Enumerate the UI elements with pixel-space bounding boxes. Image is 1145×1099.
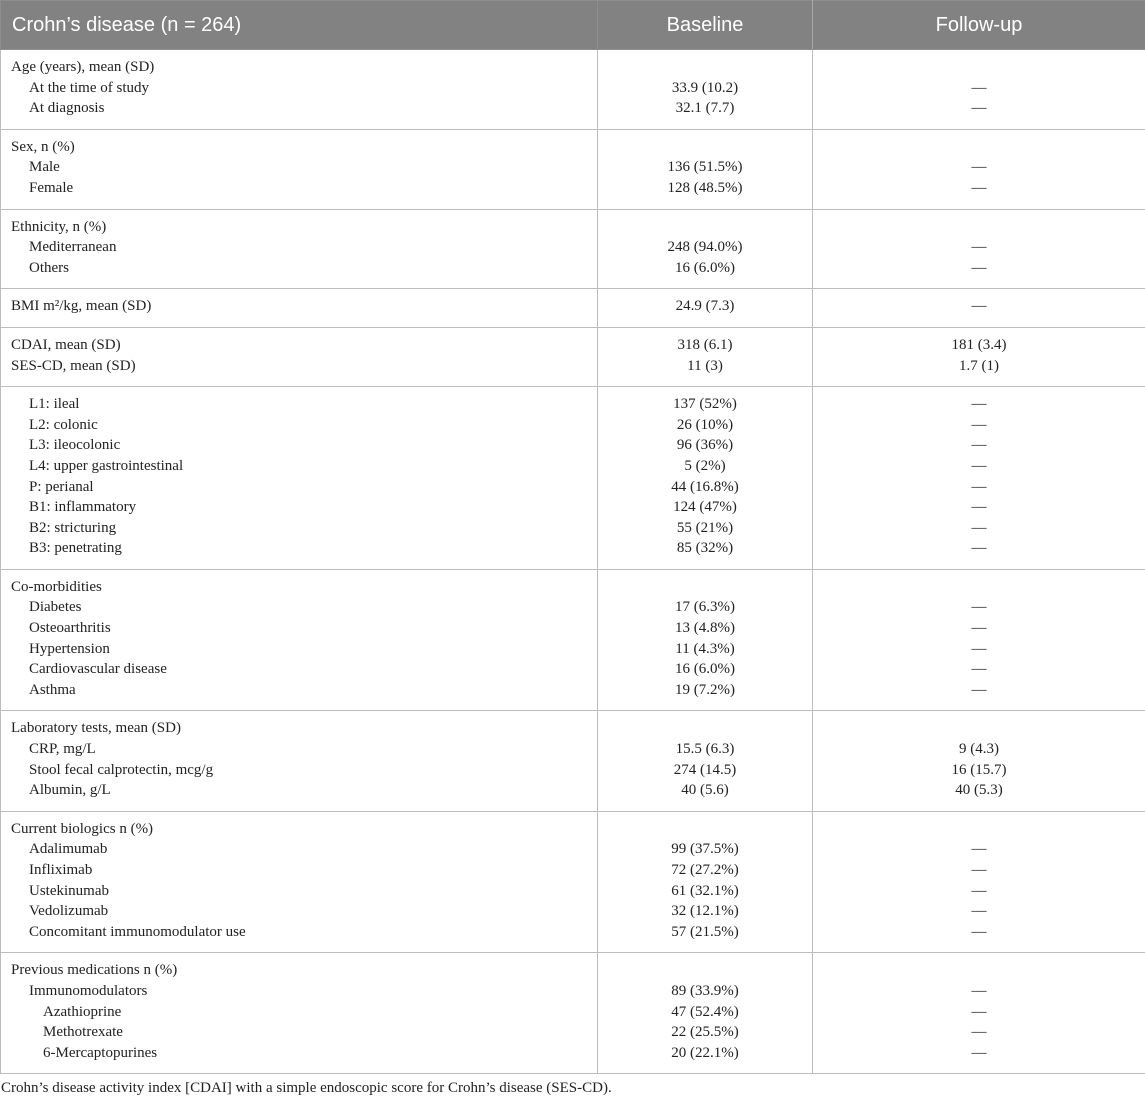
followup-value: — [971, 499, 987, 516]
baseline-value: 85 (32%) [676, 540, 734, 557]
header-row [1, 1, 1145, 50]
followup-value: — [971, 239, 987, 256]
row-label: Azathioprine [43, 1003, 122, 1020]
baseline-value: 124 (47%) [673, 499, 737, 516]
row-group [1, 129, 1145, 209]
followup-value: 16 (15.7) [951, 761, 1007, 778]
followup-value: — [971, 1024, 987, 1041]
baseline-value [599, 718, 811, 739]
baseline-value: 89 (33.9%) [671, 982, 739, 999]
row-label: Immunomodulators [29, 982, 148, 999]
row-label-cell [1, 289, 598, 328]
row-label: Adalimumab [29, 841, 108, 858]
row-label: L4: upper gastrointestinal [29, 457, 184, 474]
baseline-value [599, 137, 811, 158]
followup-value: — [971, 882, 987, 899]
row-label: Asthma [29, 681, 76, 698]
baseline-value-cell [598, 711, 813, 811]
row-label: CRP, mg/L [29, 741, 96, 758]
baseline-value: 5 (2%) [684, 457, 726, 474]
row-label: B2: stricturing [29, 519, 117, 536]
followup-value-cell [813, 50, 1145, 130]
followup-value: 40 (5.3) [955, 782, 1003, 799]
baseline-value: 32.1 (7.7) [675, 100, 735, 117]
baseline-value: 20 (22.1%) [671, 1044, 739, 1061]
baseline-value: 248 (94.0%) [667, 239, 743, 256]
row-label: BMI m²/kg, mean (SD) [11, 298, 152, 315]
followup-value-cell [813, 327, 1145, 386]
row-group [1, 209, 1145, 289]
baseline-value: 33.9 (10.2) [671, 79, 739, 96]
row-label-cell [1, 387, 598, 570]
followup-value: — [971, 478, 987, 495]
followup-value-cell [813, 711, 1145, 811]
table-row [1, 289, 1145, 328]
baseline-value: 22 (25.5%) [671, 1024, 739, 1041]
table-row [1, 209, 1145, 289]
followup-value: — [971, 982, 987, 999]
baseline-value: 24.9 (7.3) [675, 298, 735, 315]
row-label: Ethnicity, n (%) [11, 218, 107, 235]
followup-value: — [971, 79, 987, 96]
row-label: Vedolizumab [29, 903, 109, 920]
baseline-value: 47 (52.4%) [671, 1003, 739, 1020]
row-label: B3: penetrating [29, 540, 122, 557]
row-group [1, 569, 1145, 711]
row-group [1, 50, 1145, 130]
row-label: Cardiovascular disease [29, 661, 167, 678]
baseline-value: 11 (4.3%) [675, 640, 735, 657]
followup-value [814, 960, 1144, 981]
table-row [1, 569, 1145, 711]
table-row [1, 711, 1145, 811]
baseline-value: 26 (10%) [676, 416, 734, 433]
baseline-value [599, 57, 811, 78]
baseline-value [599, 960, 811, 981]
baseline-value: 17 (6.3%) [675, 599, 735, 616]
baseline-value: 128 (48.5%) [667, 179, 743, 196]
followup-value: — [971, 519, 987, 536]
column-header-group: Crohn’s disease (n = 264) [1, 1, 598, 50]
followup-value: — [971, 298, 987, 315]
row-label-cell [1, 129, 598, 209]
followup-value: 9 (4.3) [959, 741, 999, 758]
baseline-value: 57 (21.5%) [671, 923, 739, 940]
row-label: Stool fecal calprotectin, mcg/g [29, 761, 214, 778]
baseline-value: 318 (6.1) [677, 336, 733, 353]
followup-value: — [971, 923, 987, 940]
column-header-followup: Follow-up [813, 1, 1145, 50]
row-label: Infliximab [29, 862, 93, 878]
followup-value: — [971, 599, 987, 616]
baseline-value: 99 (37.5%) [671, 841, 739, 858]
baseline-value: 96 (36%) [676, 437, 734, 454]
baseline-value [599, 819, 811, 840]
row-label: Hypertension [29, 640, 110, 657]
baseline-value: 13 (4.8%) [675, 620, 735, 637]
row-label: L1: ileal [29, 396, 80, 413]
row-label: CDAI, mean (SD) [11, 336, 121, 353]
row-group [1, 289, 1145, 328]
followup-value: — [971, 259, 987, 276]
followup-value: — [971, 396, 987, 413]
followup-value-cell [813, 953, 1145, 1074]
followup-value-cell [813, 811, 1145, 953]
row-label: Mediterranean [29, 239, 117, 256]
baseline-value-cell [598, 129, 813, 209]
followup-value-cell [813, 289, 1145, 328]
row-label-cell [1, 327, 598, 386]
row-label: Previous medications n (%) [11, 962, 178, 979]
table-row [1, 327, 1145, 386]
table-row [1, 811, 1145, 953]
row-label: Current biologics n (%) [11, 820, 154, 837]
baseline-value: 274 (14.5) [673, 761, 737, 778]
row-label: Sex, n (%) [11, 138, 75, 155]
followup-value: — [971, 437, 987, 454]
table-row [1, 387, 1145, 570]
table-row [1, 129, 1145, 209]
row-label: Co-morbidities [11, 578, 102, 595]
baseline-value: 61 (32.1%) [671, 882, 739, 899]
baseline-value: 16 (6.0%) [675, 259, 735, 276]
baseline-value-cell [598, 569, 813, 711]
row-label: Others [29, 259, 69, 276]
baseline-value: 72 (27.2%) [671, 862, 739, 878]
followup-value: — [971, 1003, 987, 1020]
followup-value [814, 217, 1144, 238]
followup-value-cell [813, 129, 1145, 209]
followup-value [814, 819, 1144, 840]
followup-value: — [971, 620, 987, 637]
row-label: At the time of study [29, 79, 149, 96]
row-label-cell [1, 569, 598, 711]
baseline-value: 11 (3) [687, 357, 723, 374]
baseline-value-cell [598, 811, 813, 953]
row-label: L2: colonic [29, 416, 98, 433]
baseline-value: 136 (51.5%) [667, 159, 743, 176]
baseline-value-cell [598, 327, 813, 386]
row-label: Concomitant immunomodulator use [29, 923, 246, 940]
baseline-value: 137 (52%) [673, 396, 737, 413]
followup-value: — [971, 100, 987, 117]
row-label: L3: ileocolonic [29, 437, 121, 454]
row-label: Ustekinumab [29, 882, 109, 899]
row-label-cell [1, 711, 598, 811]
row-label: Female [29, 179, 74, 196]
baseline-value-cell [598, 387, 813, 570]
row-group [1, 387, 1145, 570]
table-footnote: Crohn’s disease activity index [CDAI] with a simple endoscopic score for Crohn’s disease (SES-CD). [1, 1080, 612, 1097]
row-label: SES-CD, mean (SD) [11, 357, 136, 374]
table-header [1, 1, 1145, 50]
row-label: Age (years), mean (SD) [11, 59, 155, 75]
followup-value: — [971, 540, 987, 557]
table-row [1, 50, 1145, 130]
row-group [1, 711, 1145, 811]
row-label: Osteoarthritis [29, 620, 111, 637]
followup-value: — [971, 457, 987, 474]
followup-value: 1.7 (1) [959, 357, 999, 374]
row-label-cell [1, 811, 598, 953]
baseline-value-cell [598, 289, 813, 328]
baseline-value [599, 577, 811, 598]
row-group [1, 953, 1145, 1074]
baseline-value: 16 (6.0%) [675, 661, 735, 678]
baseline-value-cell [598, 209, 813, 289]
followup-value [814, 57, 1144, 78]
baseline-value: 15.5 (6.3) [675, 741, 735, 758]
followup-value-cell [813, 387, 1145, 570]
row-group [1, 811, 1145, 953]
row-label: B1: inflammatory [29, 499, 137, 516]
followup-value: — [971, 159, 987, 176]
column-header-baseline: Baseline [598, 1, 813, 50]
row-label-cell [1, 50, 598, 130]
baseline-value-cell [598, 953, 813, 1074]
table-row [1, 953, 1145, 1074]
row-label-cell [1, 953, 598, 1074]
baseline-value: 32 (12.1%) [671, 903, 739, 920]
followup-value [814, 577, 1144, 598]
baseline-value: 19 (7.2%) [675, 681, 735, 698]
followup-value: — [971, 903, 987, 920]
row-label-cell [1, 209, 598, 289]
row-label: Albumin, g/L [29, 782, 111, 799]
row-label: P: perianal [29, 478, 94, 495]
followup-value: — [971, 841, 987, 858]
followup-value: — [971, 1044, 987, 1061]
row-label: Methotrexate [43, 1024, 123, 1041]
followup-value: — [971, 416, 987, 433]
baseline-value: 40 (5.6) [681, 782, 729, 799]
baseline-value: 55 (21%) [676, 519, 734, 536]
row-label: Laboratory tests, mean (SD) [11, 720, 181, 737]
followup-value: 181 (3.4) [951, 336, 1007, 353]
baseline-value [599, 217, 811, 238]
followup-value-cell [813, 569, 1145, 711]
row-label: Male [29, 159, 60, 176]
followup-value [814, 137, 1144, 158]
followup-value [814, 718, 1144, 739]
row-label: Diabetes [29, 599, 82, 616]
followup-value: — [971, 862, 987, 878]
followup-value: — [971, 681, 987, 698]
followup-value: — [971, 661, 987, 678]
baseline-value-cell [598, 50, 813, 130]
row-label: At diagnosis [29, 100, 105, 117]
row-label: 6-Mercaptopurines [43, 1044, 158, 1061]
followup-value: — [971, 179, 987, 196]
row-group [1, 327, 1145, 386]
followup-value: — [971, 640, 987, 657]
baseline-value: 44 (16.8%) [671, 478, 739, 495]
followup-value-cell [813, 209, 1145, 289]
